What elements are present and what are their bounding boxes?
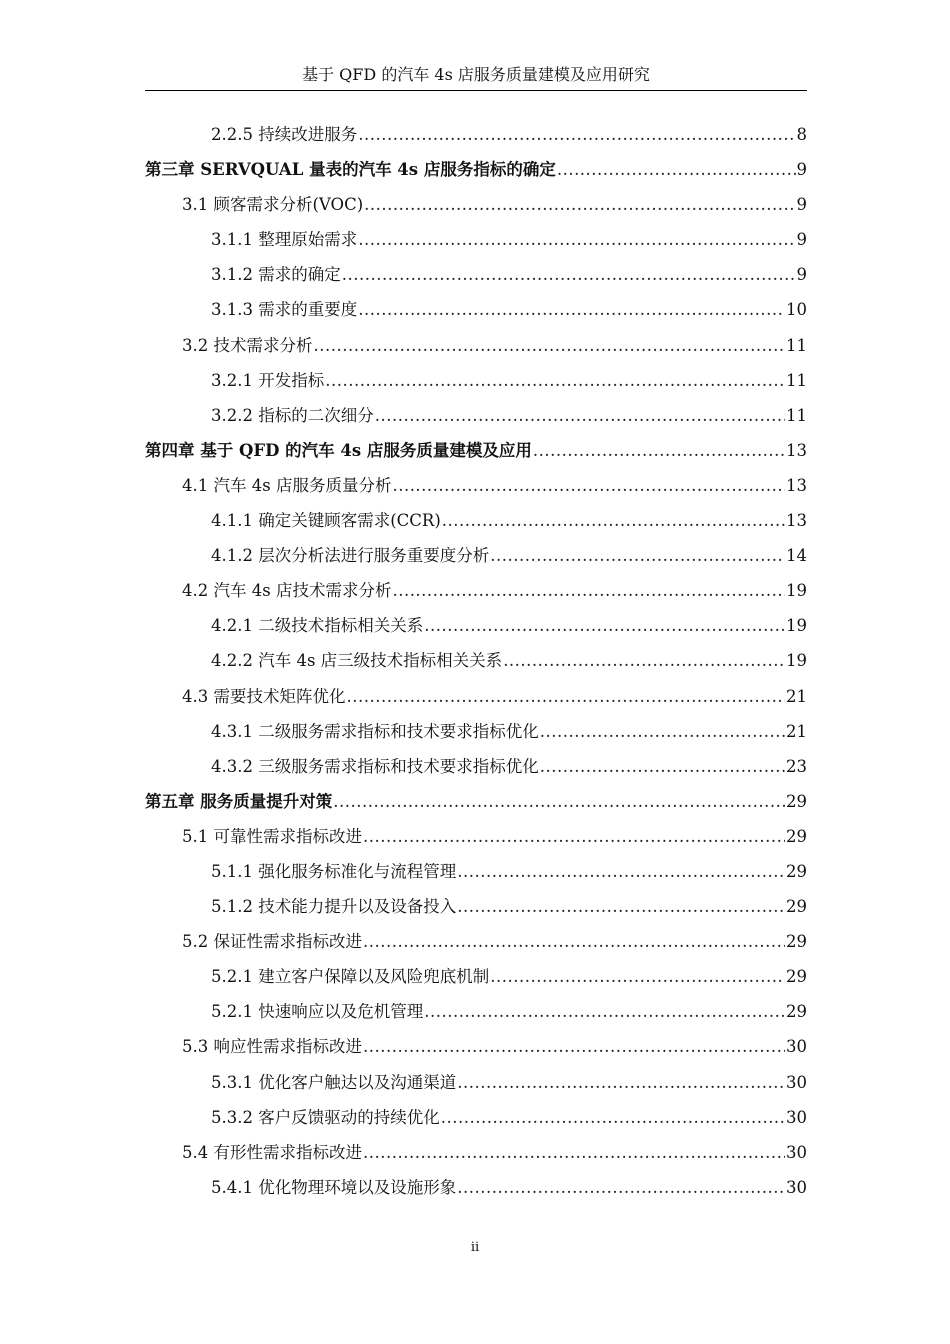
toc-subsection-entry[interactable] xyxy=(145,889,807,924)
toc-section-entry[interactable] xyxy=(145,1135,807,1170)
toc-section-entry[interactable] xyxy=(145,1029,807,1064)
toc-entry-page: 10 xyxy=(786,300,807,320)
toc-entry-page: 21 xyxy=(786,721,807,741)
toc-entry-page: 14 xyxy=(786,546,807,566)
toc-entry-page: 30 xyxy=(786,1072,807,1092)
toc-subsection-entry[interactable] xyxy=(145,1065,807,1100)
toc-subsection-entry[interactable] xyxy=(145,643,807,678)
toc-entry-page: 13 xyxy=(786,475,807,495)
toc-entry-page: 29 xyxy=(786,967,807,987)
toc-entry-page: 9 xyxy=(796,160,807,180)
toc-entry-page: 11 xyxy=(786,335,807,355)
toc-entry-title: 2.2.5 持续改进服务 xyxy=(211,125,358,144)
toc-dot-leader xyxy=(364,187,795,222)
toc-entry-title: 5.2.1 快速响应以及危机管理 xyxy=(211,1002,424,1022)
toc-entry-page: 29 xyxy=(786,1002,807,1022)
toc-entry-page: 19 xyxy=(786,616,807,636)
toc-entry-title: 3.2.2 指标的二次细分 xyxy=(211,405,374,425)
toc-entry-title: 5.3.2 客户反馈驱动的持续优化 xyxy=(211,1107,440,1127)
toc-entry-page: 19 xyxy=(786,581,807,601)
header-divider xyxy=(145,90,807,91)
toc-entry-title: 第三章 SERVQUAL 量表的汽车 4s 店服务指标的确定 xyxy=(145,160,556,180)
toc-dot-leader xyxy=(363,1135,785,1170)
toc-entry-page: 13 xyxy=(786,511,807,531)
toc-entry-page: 29 xyxy=(786,932,807,952)
toc-dot-leader xyxy=(533,433,785,468)
toc-dot-leader xyxy=(424,608,785,643)
toc-entry-title: 3.1.3 需求的重要度 xyxy=(211,300,358,320)
toc-dot-leader xyxy=(557,152,796,187)
toc-entry-title: 5.1.2 技术能力提升以及设备投入 xyxy=(211,897,457,917)
toc-section-entry[interactable] xyxy=(145,328,807,363)
toc-dot-leader xyxy=(363,1029,785,1064)
toc-entry-title: 4.3.2 三级服务需求指标和技术要求指标优化 xyxy=(211,756,539,776)
toc-subsection-entry[interactable] xyxy=(145,292,807,327)
toc-dot-leader xyxy=(347,679,786,714)
toc-dot-leader xyxy=(375,398,785,433)
toc-dot-leader xyxy=(442,503,785,538)
toc-dot-leader xyxy=(424,994,785,1029)
toc-entry-title: 第四章 基于 QFD 的汽车 4s 店服务质量建模及应用 xyxy=(145,440,532,460)
toc-dot-leader xyxy=(392,468,785,503)
toc-entry-page: 11 xyxy=(786,405,807,425)
toc-dot-leader xyxy=(314,328,786,363)
toc-entry-page: 9 xyxy=(796,230,807,250)
toc-entry-title: 5.1.1 强化服务标准化与流程管理 xyxy=(211,861,457,881)
toc-chapter-entry[interactable] xyxy=(145,433,807,468)
toc-entry-title: 5.2 保证性需求指标改进 xyxy=(182,932,362,952)
toc-entry-title: 5.2.1 建立客户保障以及风险兜底机制 xyxy=(211,967,490,987)
toc-entry-title: 4.3 需要技术矩阵优化 xyxy=(182,686,346,706)
table-of-contents xyxy=(145,117,807,1205)
toc-dot-leader xyxy=(457,889,785,924)
toc-dot-leader xyxy=(358,117,795,152)
toc-dot-leader xyxy=(333,784,785,819)
toc-subsection-entry[interactable] xyxy=(145,749,807,784)
toc-entry-title: 4.1 汽车 4s 店服务质量分析 xyxy=(182,475,392,495)
toc-chapter-entry[interactable] xyxy=(145,784,807,819)
toc-dot-leader xyxy=(457,1170,785,1205)
toc-dot-leader xyxy=(342,257,796,292)
toc-dot-leader xyxy=(503,643,785,678)
toc-entry-title: 5.4.1 优化物理环境以及设施形象 xyxy=(211,1177,457,1197)
toc-dot-leader xyxy=(490,959,785,994)
toc-subsection-entry[interactable] xyxy=(145,608,807,643)
toc-subsection-entry[interactable] xyxy=(145,363,807,398)
toc-entry-title: 4.3.1 二级服务需求指标和技术要求指标优化 xyxy=(211,721,539,741)
toc-dot-leader xyxy=(457,1065,785,1100)
toc-subsection-entry[interactable] xyxy=(145,714,807,749)
toc-entry-page: 30 xyxy=(786,1177,807,1197)
toc-dot-leader xyxy=(457,854,785,889)
toc-subsection-entry[interactable] xyxy=(145,994,807,1029)
toc-entry-title: 4.2.2 汽车 4s 店三级技术指标相关关系 xyxy=(211,651,503,671)
toc-subsection-entry[interactable] xyxy=(145,1100,807,1135)
toc-entry-page: 8 xyxy=(796,125,807,144)
toc-entry-page: 21 xyxy=(786,686,807,706)
running-header: 基于 QFD 的汽车 4s 店服务质量建模及应用研究 xyxy=(302,65,650,84)
toc-entry-page: 23 xyxy=(786,756,807,776)
toc-section-entry[interactable] xyxy=(145,187,807,222)
toc-section-entry[interactable] xyxy=(145,924,807,959)
toc-entry-page: 19 xyxy=(786,651,807,671)
toc-subsection-entry[interactable] xyxy=(145,503,807,538)
toc-entry-title: 第五章 服务质量提升对策 xyxy=(145,791,333,811)
toc-entry-title: 4.2.1 二级技术指标相关关系 xyxy=(211,616,424,636)
toc-subsection-entry[interactable] xyxy=(145,1170,807,1205)
toc-entry-page: 29 xyxy=(786,826,807,846)
toc-entry-page: 30 xyxy=(786,1142,807,1162)
toc-dot-leader xyxy=(325,363,785,398)
toc-entry-title: 3.1 顾客需求分析(VOC) xyxy=(182,195,364,215)
toc-subsection-entry[interactable] xyxy=(145,117,807,152)
toc-entry-title: 5.3 响应性需求指标改进 xyxy=(182,1037,362,1057)
page-number: ii xyxy=(470,1240,480,1255)
toc-section-entry[interactable] xyxy=(145,679,807,714)
toc-entry-page: 13 xyxy=(786,440,807,460)
toc-entry-page: 30 xyxy=(786,1107,807,1127)
toc-entry-page: 29 xyxy=(786,897,807,917)
toc-dot-leader xyxy=(540,714,785,749)
toc-dot-leader xyxy=(490,538,785,573)
toc-section-entry[interactable] xyxy=(145,819,807,854)
toc-subsection-entry[interactable] xyxy=(145,959,807,994)
toc-subsection-entry[interactable] xyxy=(145,538,807,573)
toc-section-entry[interactable] xyxy=(145,468,807,503)
toc-dot-leader xyxy=(392,573,785,608)
toc-entry-title: 4.2 汽车 4s 店技术需求分析 xyxy=(182,581,392,601)
toc-entry-title: 4.1.2 层次分析法进行服务重要度分析 xyxy=(211,546,490,566)
toc-dot-leader xyxy=(540,749,785,784)
toc-subsection-entry[interactable] xyxy=(145,257,807,292)
toc-entry-page: 9 xyxy=(796,265,807,285)
toc-subsection-entry[interactable] xyxy=(145,854,807,889)
toc-entry-title: 5.3.1 优化客户触达以及沟通渠道 xyxy=(211,1072,457,1092)
toc-dot-leader xyxy=(358,222,795,257)
toc-dot-leader xyxy=(363,819,785,854)
toc-entry-page: 9 xyxy=(796,195,807,215)
toc-entry-page: 29 xyxy=(786,861,807,881)
toc-entry-page: 11 xyxy=(786,370,807,390)
toc-entry-title: 5.4 有形性需求指标改进 xyxy=(182,1142,362,1162)
toc-dot-leader xyxy=(358,292,785,327)
toc-chapter-entry[interactable] xyxy=(145,152,807,187)
toc-entry-title: 3.2.1 开发指标 xyxy=(211,370,325,390)
toc-entry-title: 3.1.2 需求的确定 xyxy=(211,265,341,285)
toc-section-entry[interactable] xyxy=(145,573,807,608)
toc-entry-title: 3.2 技术需求分析 xyxy=(182,335,313,355)
toc-subsection-entry[interactable] xyxy=(145,398,807,433)
toc-entry-page: 30 xyxy=(786,1037,807,1057)
toc-entry-title: 4.1.1 确定关键顾客需求(CCR) xyxy=(211,511,441,531)
toc-entry-page: 29 xyxy=(786,791,807,811)
toc-entry-title: 3.1.1 整理原始需求 xyxy=(211,230,358,250)
toc-entry-title: 5.1 可靠性需求指标改进 xyxy=(182,826,362,846)
toc-subsection-entry[interactable] xyxy=(145,222,807,257)
toc-dot-leader xyxy=(363,924,785,959)
toc-dot-leader xyxy=(441,1100,785,1135)
